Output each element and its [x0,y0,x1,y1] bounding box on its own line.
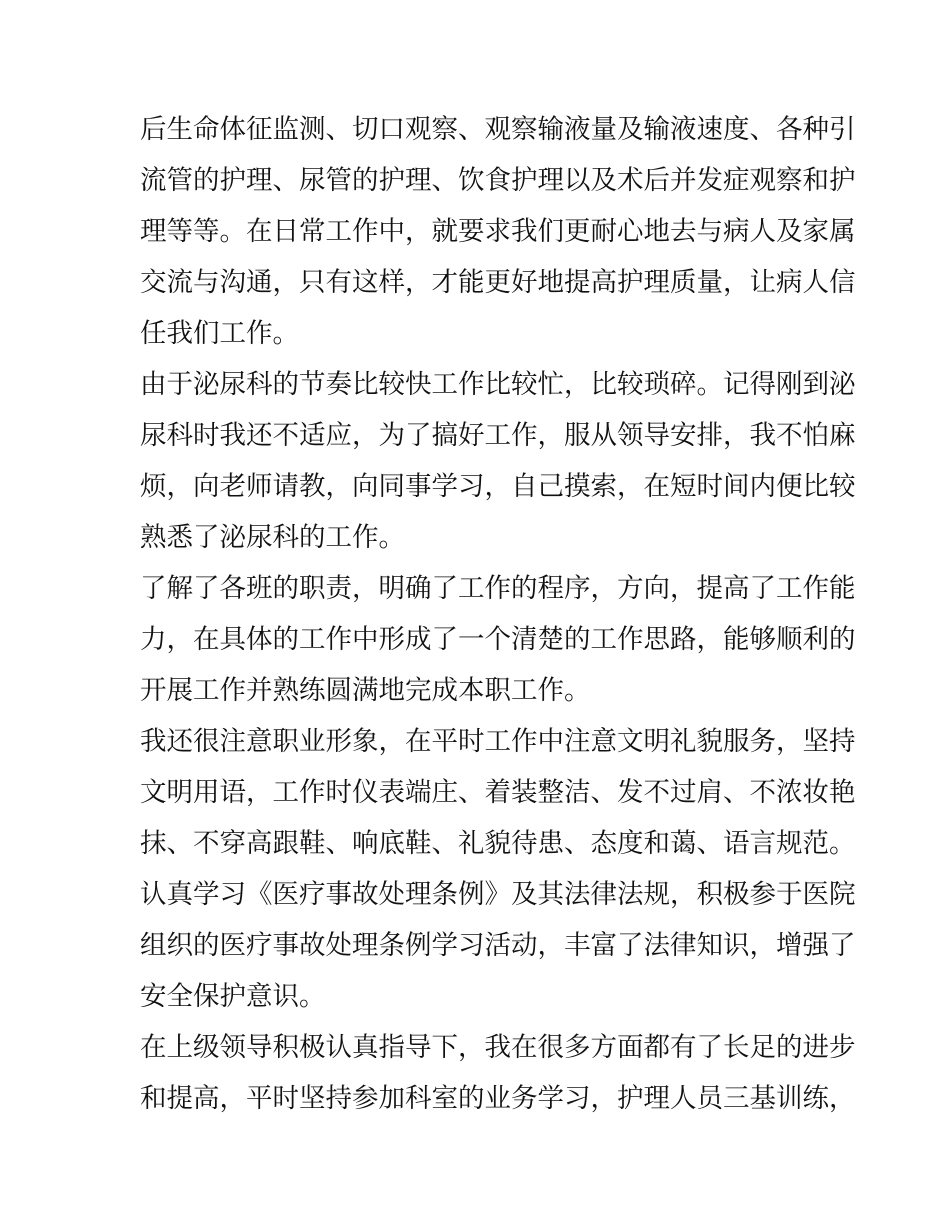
paragraph-6 [140,1022,856,1124]
text-line: 熟悉了泌尿科的工作。 [140,522,405,553]
paragraph-4 [140,716,856,869]
paragraph-5 [140,869,856,1022]
text-line: 了解了各班的职责，明确了工作的程序，方向，提高了工作能 [140,573,856,604]
text-line: 文明用语，工作时仪表端庄、着装整洁、发不过肩、不浓妆艳 [140,777,856,808]
paragraph-1 [140,104,856,359]
text-line: 理等等。在日常工作中，就要求我们更耐心地去与病人及家属 [140,216,856,247]
text-line: 和提高，平时坚持参加科室的业务学习，护理人员三基训练， [140,1083,856,1114]
paragraph-2 [140,359,856,563]
text-line: 组织的医疗事故处理条例学习活动，丰富了法律知识，增强了 [140,930,856,961]
text-line: 任我们工作。 [140,318,299,349]
document-body [140,104,856,1124]
text-line: 烦，向老师请教，向同事学习，自己摸索，在短时间内便比较 [140,471,856,502]
text-line: 我还很注意职业形象，在平时工作中注意文明礼貌服务，坚持 [140,726,856,757]
text-line: 尿科时我还不适应，为了搞好工作，服从领导安排，我不怕麻 [140,420,856,451]
text-line: 安全保护意识。 [140,981,326,1012]
text-line: 后生命体征监测、切口观察、观察输液量及输液速度、各种引 [140,114,856,145]
text-line: 流管的护理、尿管的护理、饮食护理以及术后并发症观察和护 [140,165,856,196]
text-line: 开展工作并熟练圆满地完成本职工作。 [140,675,591,706]
text-line: 认真学习《医疗事故处理条例》及其法律法规，积极参于医院 [140,879,856,910]
paragraph-3 [140,563,856,716]
text-line: 由于泌尿科的节奏比较快工作比较忙，比较琐碎。记得刚到泌 [140,369,856,400]
text-line: 抹、不穿高跟鞋、响底鞋、礼貌待患、态度和蔼、语言规范。 [140,828,856,859]
text-line: 力，在具体的工作中形成了一个清楚的工作思路，能够顺利的 [140,624,856,655]
text-line: 在上级领导积极认真指导下，我在很多方面都有了长足的进步 [140,1032,856,1063]
text-line: 交流与沟通，只有这样，才能更好地提高护理质量，让病人信 [140,267,856,298]
